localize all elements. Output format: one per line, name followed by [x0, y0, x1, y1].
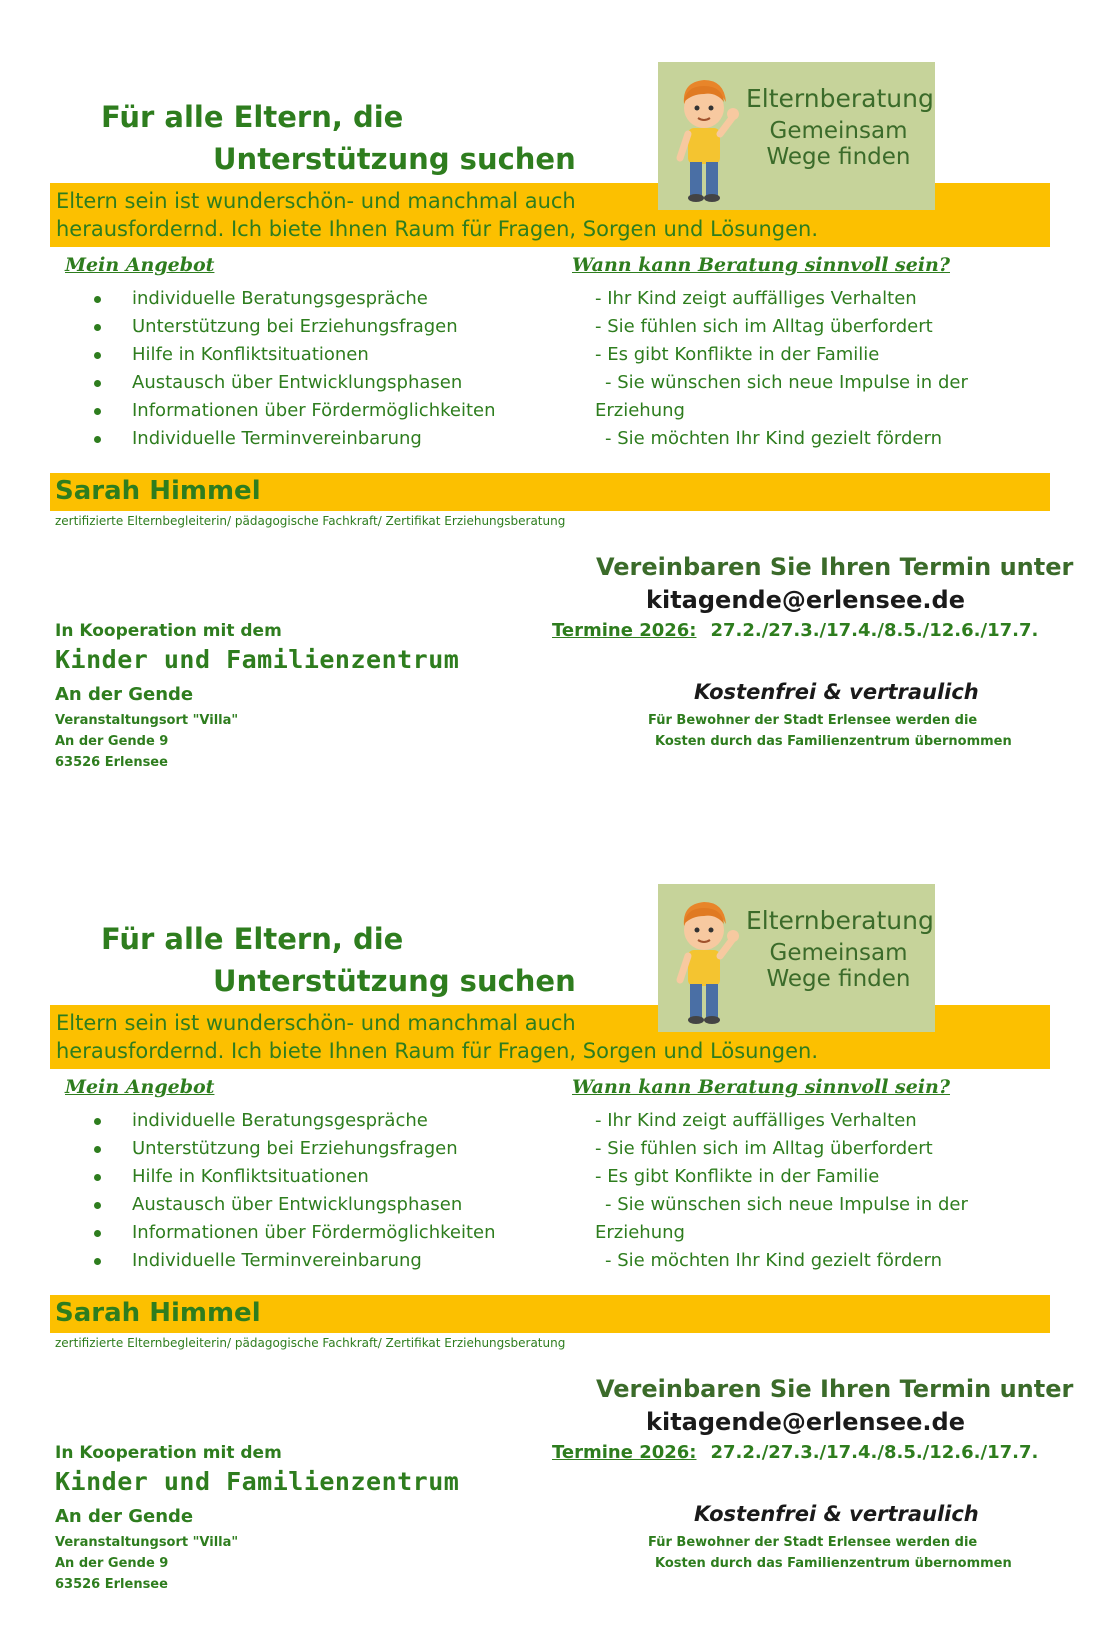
list-item: Erziehung	[595, 400, 685, 421]
logo-subtitle	[746, 118, 931, 170]
address-heading: An der Gende	[55, 1506, 194, 1527]
list-item: Austausch über Entwicklungsphasen	[92, 1191, 496, 1219]
address-line: An der Gende 9	[55, 1556, 169, 1571]
list-item: - Ihr Kind zeigt auffälliges Verhalten	[595, 1110, 917, 1131]
bullet-icon	[94, 352, 101, 359]
logo-subtitle-line-2: Wege finden	[766, 966, 911, 992]
free-note-line-2: Kosten durch das Familienzentrum übernommen	[655, 1556, 1012, 1571]
bullet-icon	[94, 436, 101, 443]
address-block	[55, 710, 238, 773]
headline-line-2: Unterstützung suchen	[213, 142, 576, 176]
list-item: - Sie wünschen sich neue Impulse in der	[605, 1194, 968, 1215]
list-item: individuelle Beratungsgespräche	[92, 285, 496, 313]
center-name: Kinder und Familienzentrum	[55, 1467, 460, 1496]
logo-subtitle-line-2: Wege finden	[766, 144, 911, 170]
list-item: Individuelle Terminvereinbarung	[92, 425, 496, 453]
bullet-icon	[94, 1146, 101, 1153]
free-note-line-2: Kosten durch das Familienzentrum übernommen	[655, 734, 1012, 749]
list-item: Unterstützung bei Erziehungsfragen	[92, 313, 496, 341]
credentials: zertifizierte Elternbegleiterin/ pädagogische Fachkraft/ Zertifikat Erziehungsberatung	[55, 1336, 566, 1350]
headline-line-1: Für alle Eltern, die	[101, 922, 404, 956]
list-item: Informationen über Fördermöglichkeiten	[92, 397, 496, 425]
center-name: Kinder und Familienzentrum	[55, 645, 460, 674]
credentials: zertifizierte Elternbegleiterin/ pädagogische Fachkraft/ Zertifikat Erziehungsberatung	[55, 514, 566, 528]
free-note	[648, 1532, 1012, 1574]
list-item: Austausch über Entwicklungsphasen	[92, 369, 496, 397]
logo-subtitle-line-1: Gemeinsam	[769, 940, 908, 966]
intro-line-1: Eltern sein ist wunderschön- und manchmal auch	[56, 189, 576, 213]
logo-subtitle	[746, 940, 931, 992]
contact-email[interactable]: kitagende@erlensee.de	[646, 586, 965, 614]
headline-line-1: Für alle Eltern, die	[101, 100, 404, 134]
waving-boy-icon	[666, 74, 746, 206]
free-note-line-1: Für Bewohner der Stadt Erlensee werden die	[648, 713, 978, 728]
list-item: Hilfe in Konfliktsituationen	[92, 341, 496, 369]
list-item: - Sie wünschen sich neue Impulse in der	[605, 372, 968, 393]
intro-line-1: Eltern sein ist wunderschön- und manchmal auch	[56, 1011, 576, 1035]
cooperation-text: In Kooperation mit dem	[55, 1443, 282, 1463]
when-title: Wann kann Beratung sinnvoll sein?	[572, 1076, 950, 1098]
bullet-icon	[94, 296, 101, 303]
list-item: Individuelle Terminvereinbarung	[92, 1247, 496, 1275]
list-item: - Sie fühlen sich im Alltag überfordert	[595, 1138, 933, 1159]
list-item: - Sie möchten Ihr Kind gezielt fördern	[605, 428, 942, 449]
list-item: Informationen über Fördermöglichkeiten	[92, 1219, 496, 1247]
logo-title: Elternberatung	[746, 84, 934, 113]
address-line: Veranstaltungsort "Villa"	[55, 713, 239, 728]
intro-line-2: herausfordernd. Ich biete Ihnen Raum für Fragen, Sorgen und Lösungen.	[56, 217, 819, 241]
free-title: Kostenfrei & vertraulich	[694, 1502, 979, 1526]
list-item: - Sie möchten Ihr Kind gezielt fördern	[605, 1250, 942, 1271]
address-line: An der Gende 9	[55, 734, 169, 749]
appointment-text: Vereinbaren Sie Ihren Termin unter	[596, 1375, 1074, 1403]
contact-email[interactable]: kitagende@erlensee.de	[646, 1408, 965, 1436]
cooperation-text: In Kooperation mit dem	[55, 621, 282, 641]
bullet-icon	[94, 380, 101, 387]
dates-line	[552, 1442, 1038, 1463]
address-line: 63526 Erlensee	[55, 755, 168, 770]
logo-title: Elternberatung	[746, 906, 934, 935]
bullet-icon	[94, 1230, 101, 1237]
address-heading: An der Gende	[55, 684, 194, 705]
address-block	[55, 1532, 238, 1595]
bullet-icon	[94, 1118, 101, 1125]
offer-title: Mein Angebot	[65, 254, 215, 276]
list-item: individuelle Beratungsgespräche	[92, 1107, 496, 1135]
dates-line	[552, 620, 1038, 641]
bullet-icon	[94, 1258, 101, 1265]
flyer-1	[0, 0, 1100, 820]
offer-title: Mein Angebot	[65, 1076, 215, 1098]
dates-value: 27.2./27.3./17.4./8.5./12.6./17.7.	[710, 620, 1039, 641]
dates-label: Termine 2026:	[552, 1442, 697, 1463]
list-item: - Es gibt Konflikte in der Familie	[595, 344, 880, 365]
free-note-line-1: Für Bewohner der Stadt Erlensee werden die	[648, 1535, 978, 1550]
bullet-icon	[94, 324, 101, 331]
when-list	[595, 285, 968, 453]
address-line: 63526 Erlensee	[55, 1577, 168, 1592]
advisor-name: Sarah Himmel	[55, 476, 261, 506]
list-item: - Sie fühlen sich im Alltag überfordert	[595, 316, 933, 337]
list-item: - Ihr Kind zeigt auffälliges Verhalten	[595, 288, 917, 309]
bullet-icon	[94, 1174, 101, 1181]
list-item: Erziehung	[595, 1222, 685, 1243]
free-title: Kostenfrei & vertraulich	[694, 680, 979, 704]
dates-label: Termine 2026:	[552, 620, 697, 641]
headline-line-2: Unterstützung suchen	[213, 964, 576, 998]
when-title: Wann kann Beratung sinnvoll sein?	[572, 254, 950, 276]
list-item: - Es gibt Konflikte in der Familie	[595, 1166, 880, 1187]
advisor-name: Sarah Himmel	[55, 1298, 261, 1328]
logo	[658, 62, 935, 210]
appointment-text: Vereinbaren Sie Ihren Termin unter	[596, 553, 1074, 581]
bullet-icon	[94, 408, 101, 415]
intro-line-2: herausfordernd. Ich biete Ihnen Raum für Fragen, Sorgen und Lösungen.	[56, 1039, 819, 1063]
bullet-icon	[94, 1202, 101, 1209]
list-item: Hilfe in Konfliktsituationen	[92, 1163, 496, 1191]
free-note	[648, 710, 1012, 752]
logo-subtitle-line-1: Gemeinsam	[769, 118, 908, 144]
flyer-2	[0, 822, 1100, 1642]
waving-boy-icon	[666, 896, 746, 1028]
logo	[658, 884, 935, 1032]
list-item: Unterstützung bei Erziehungsfragen	[92, 1135, 496, 1163]
offer-list	[92, 285, 496, 453]
when-list	[595, 1107, 968, 1275]
address-line: Veranstaltungsort "Villa"	[55, 1535, 239, 1550]
offer-list	[92, 1107, 496, 1275]
dates-value: 27.2./27.3./17.4./8.5./12.6./17.7.	[710, 1442, 1039, 1463]
